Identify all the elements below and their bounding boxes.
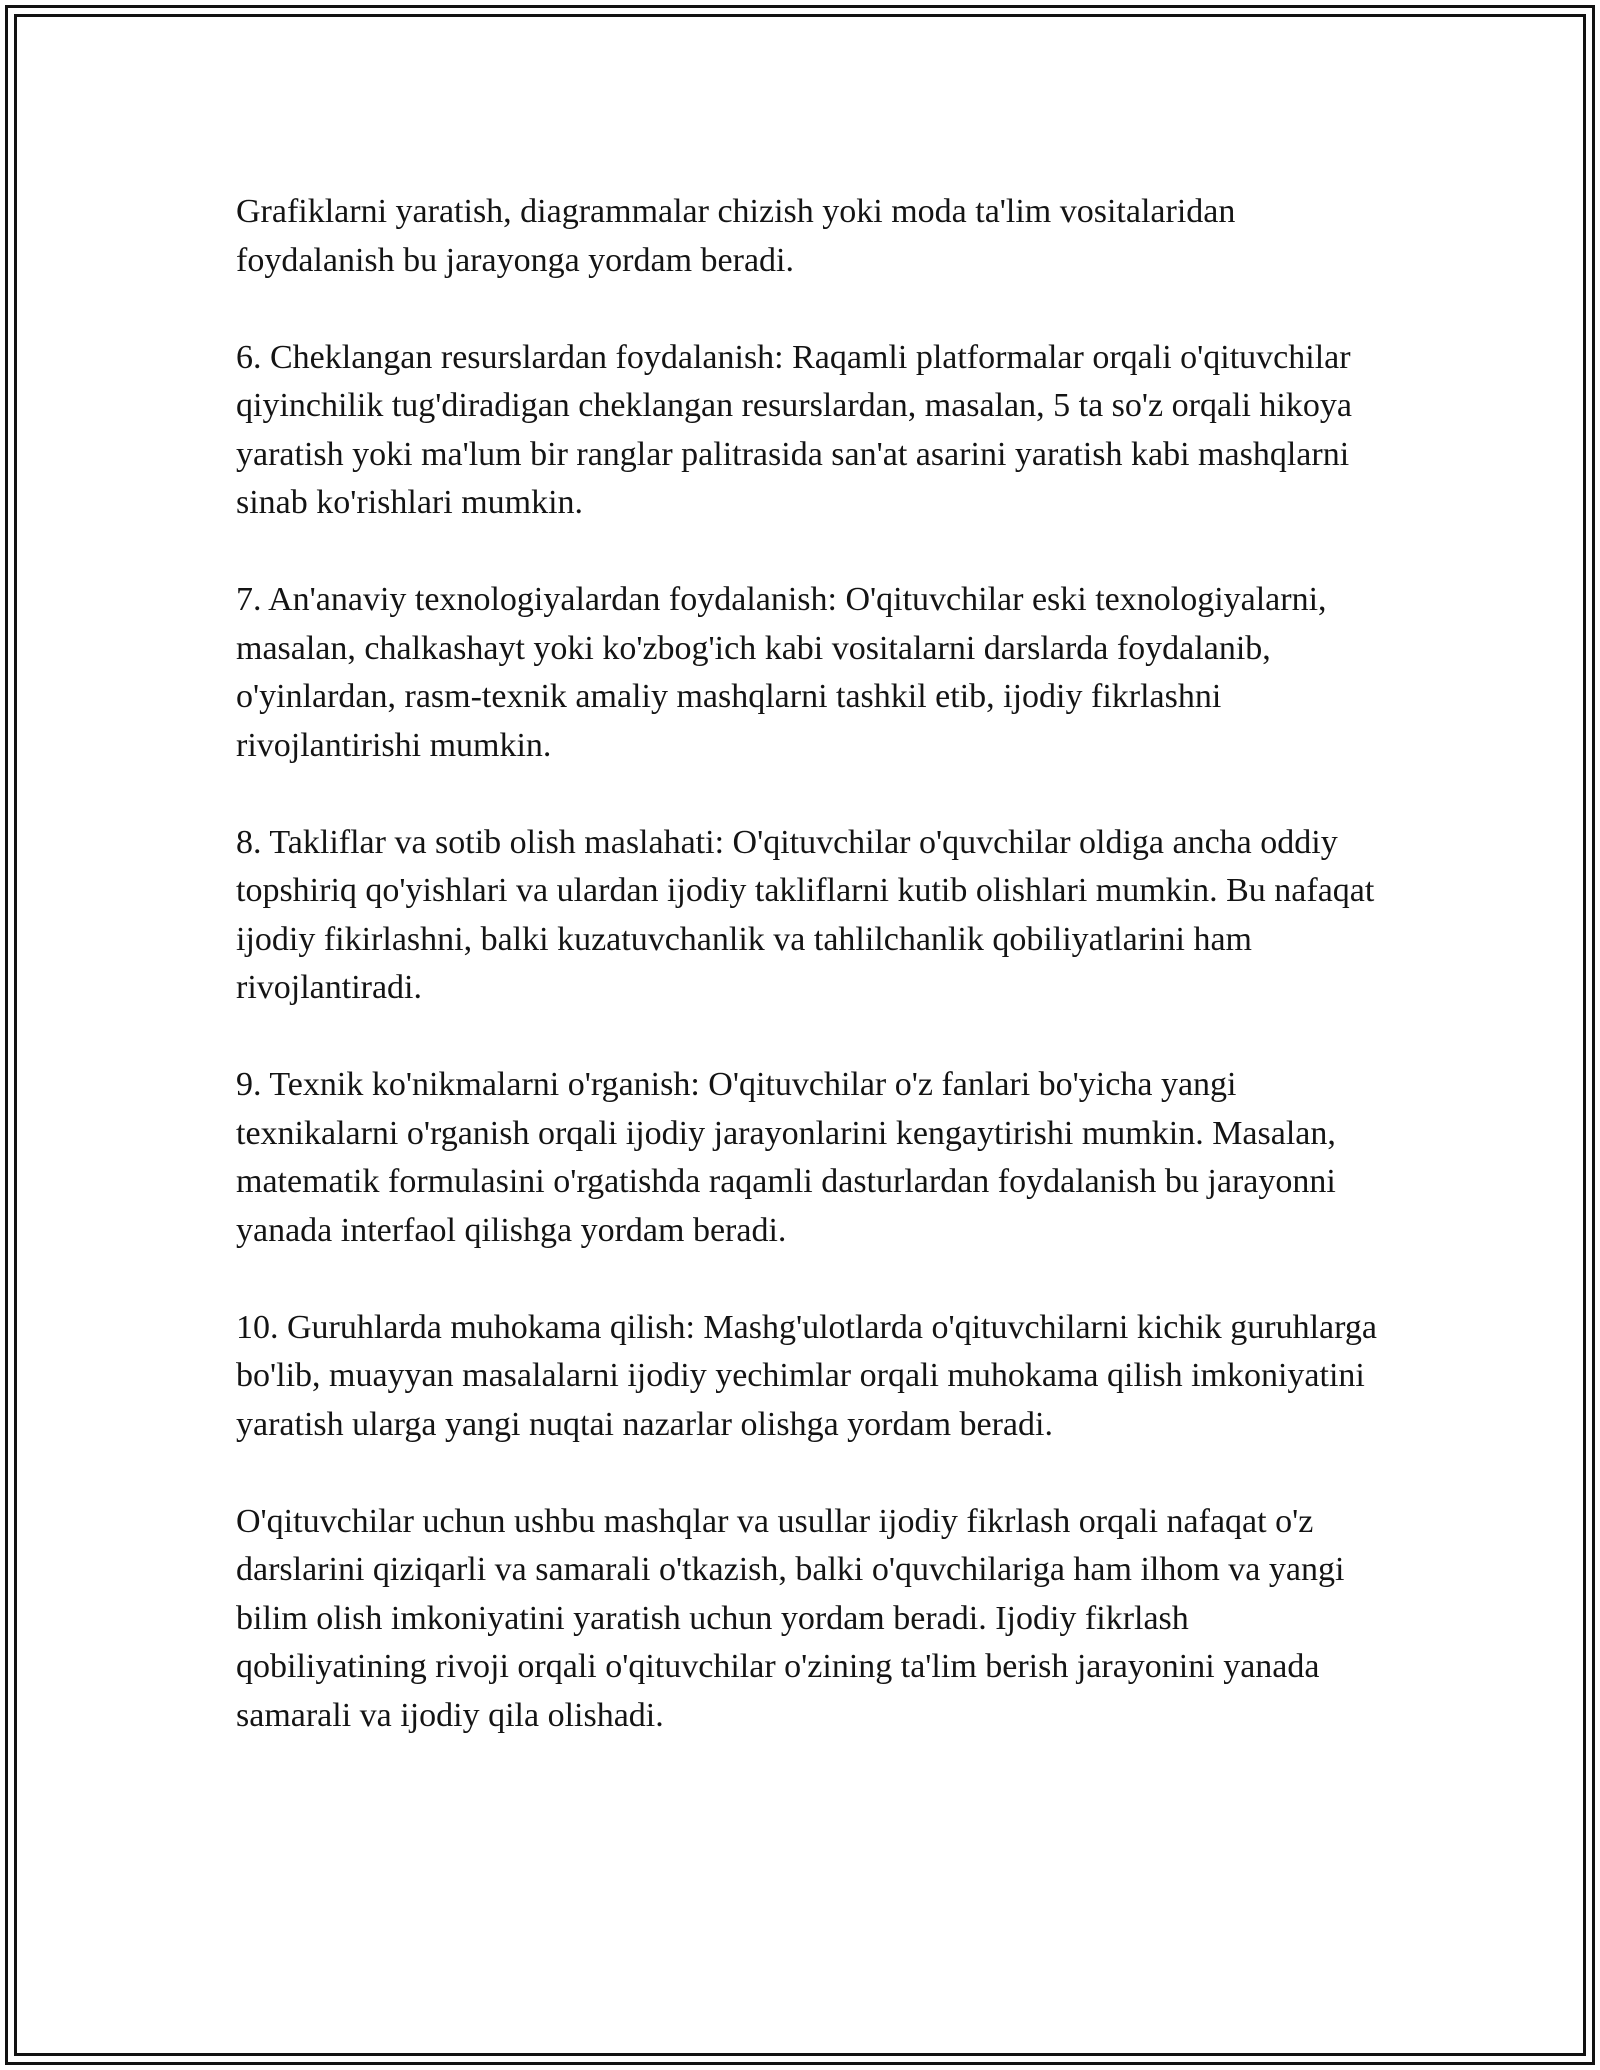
paragraph-item-8: 8. Takliflar va sotib olish maslahati: O'qituvchilar o'quvchilar oldiga ancha oddiy topshiriq qo'yishlari va ulardan ijodiy takliflarni kutib olishlari mumkin. Bu nafaqat ijodiy fikirlashni, balki kuzatuvchanlik va tahlilchanlik qobiliyatlarini ham rivojlantiradi. — [236, 823, 1375, 1006]
paragraph-item-6: 6. Cheklangan resurslardan foydalanish: Raqamli platformalar orqali o'qituvchilar qiyinchilik tug'diradigan cheklangan resurslardan, masalan, 5 ta so'z orqali hikoya yaratish yoki ma'lum bir ranglar palitrasida san'at asarini yaratish kabi mashqlarni sinab ko'rishlari mumkin. — [236, 338, 1352, 521]
paragraph-item-10: 10. Guruhlarda muhokama qilish: Mashg'ulotlarda o'qituvchilarni kichik guruhlarga bo'lib, muayyan masalalarni ijodiy yechimlar orqali muhokama qilish imkoniyatini yaratish ularga yangi nuqtai nazarlar olishga yordam beradi. — [236, 1308, 1377, 1443]
paragraph-intro-continuation: Grafiklarni yaratish, diagrammalar chizish yoki moda ta'lim vositalaridan foydalanish bu jarayonga yordam beradi. — [236, 193, 1236, 279]
paragraph-item-7: 7. An'anaviy texnologiyalardan foydalanish: O'qituvchilar eski texnologiyalarni, masalan, chalkashayt yoki ko'zbog'ich kabi vositalarni darslarda foydalanib, o'yinlardan, rasm-texnik amaliy mashqlarni tashkil etib, ijodiy fikrlashni rivojlantirishi mumkin. — [236, 581, 1327, 764]
paragraph-conclusion: O'qituvchilar uchun ushbu mashqlar va usullar ijodiy fikrlash orqali nafaqat o'z darslarini qiziqarli va samarali o'tkazish, balki o'quvchilariga ham ilhom va yangi bilim olish imkoniyatini yaratish uchun yordam beradi. Ijodiy fikrlash qobiliyatining rivoji orqali o'qituvchilar o'zining ta'lim berish jarayonini yanada samarali va ijodiy qila olishadi. — [236, 1502, 1345, 1734]
paragraph-item-9: 9. Texnik ko'nikmalarni o'rganish: O'qituvchilar o'z fanlari bo'yicha yangi texnikalarni o'rganish orqali ijodiy jarayonlarini kengaytirishi mumkin. Masalan, matematik formulasini o'rgatishda raqamli dasturlardan foydalanish bu jarayonni yanada interfaol qilishga yordam beradi. — [236, 1066, 1336, 1249]
document-body — [236, 188, 1386, 1740]
